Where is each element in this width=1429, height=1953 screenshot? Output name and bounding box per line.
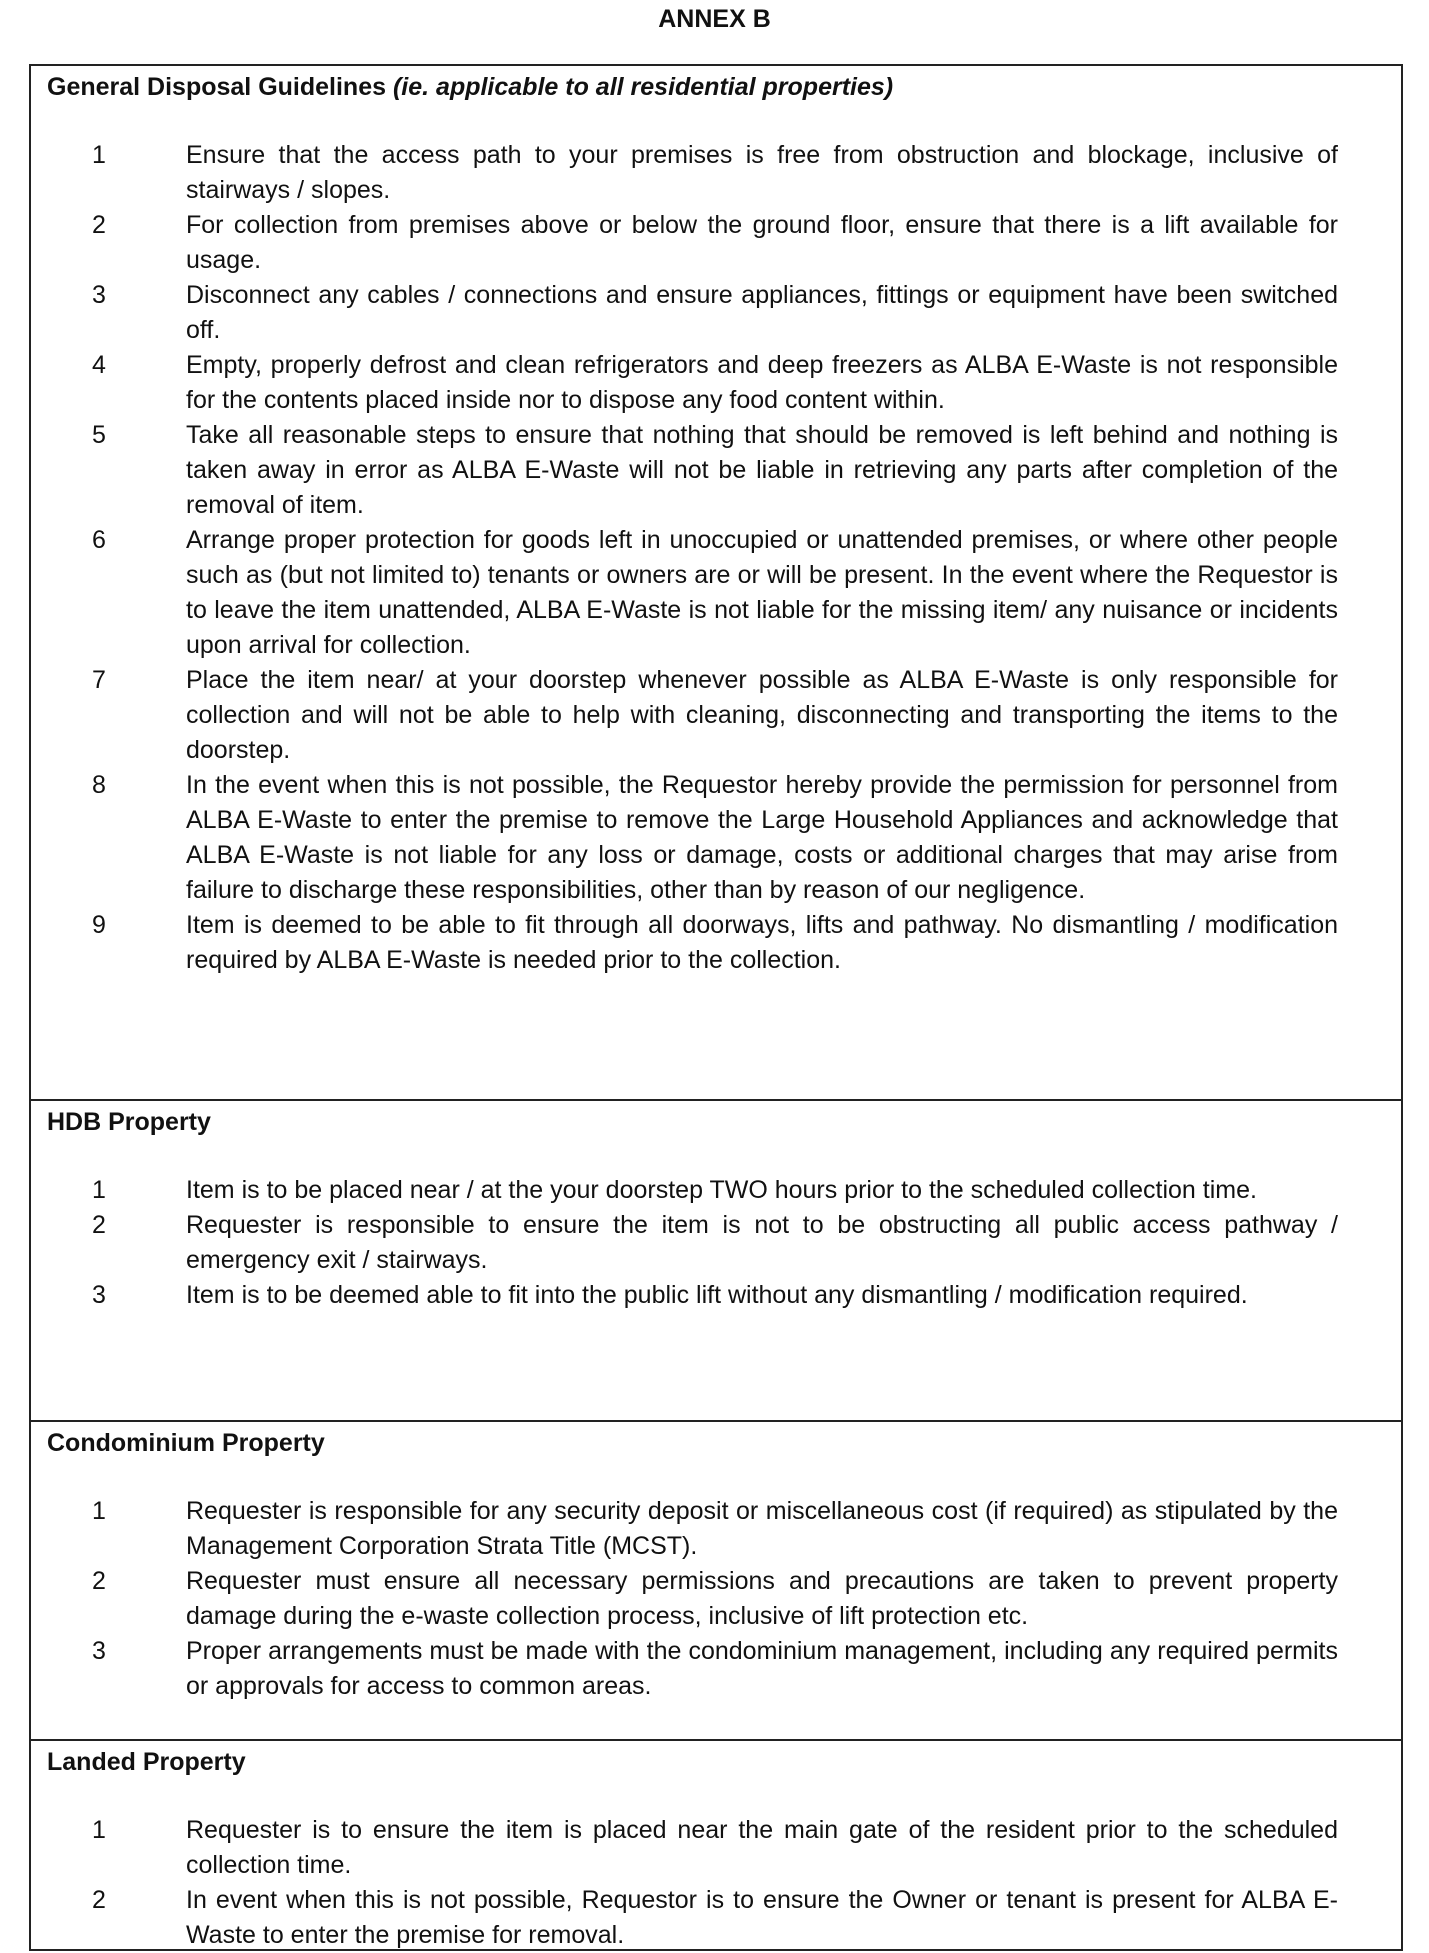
item-number: 4: [92, 351, 106, 379]
section-title-text: HDB Property: [47, 1108, 211, 1136]
item-text: Take all reasonable steps to ensure that nothing that should be removed is left behind and nothing is taken away in error as ALBA E-Waste will not be liable in retrieving any parts after completion of the removal of item.: [186, 421, 1338, 519]
item-text: Empty, properly defrost and clean refrigerators and deep freezers as ALBA E-Waste is not responsible for the contents placed inside nor to dispose any food content within.: [186, 351, 1338, 414]
section-hdb-property: [31, 1099, 1401, 1420]
list-item: [31, 768, 1401, 908]
section-title: [31, 1745, 1401, 1779]
section-title-text: Condominium Property: [47, 1429, 325, 1457]
item-text: For collection from premises above or below the ground floor, ensure that there is a lift available for usage.: [186, 211, 1338, 274]
item-number: 2: [92, 1567, 106, 1595]
item-text: Requester must ensure all necessary permissions and precautions are taken to prevent property damage during the e-waste collection process, inclusive of lift protection etc.: [186, 1567, 1338, 1630]
item-text: In the event when this is not possible, the Requestor hereby provide the permission for personnel from ALBA E-Waste to enter the premise to remove the Large Household Appliances and acknowledge that ALBA E-Waste is not liable for any loss or damage, costs or additional charges that may arise from failure to discharge these responsibilities, other than by reason of our negligence.: [186, 771, 1338, 904]
list-item: [31, 1813, 1401, 1883]
guidelines-table: [29, 64, 1403, 1951]
item-list: [31, 1813, 1401, 1953]
item-number: 9: [92, 911, 106, 939]
section-landed-property: [31, 1739, 1401, 1949]
item-number: 1: [92, 1816, 106, 1844]
item-number: 2: [92, 211, 106, 239]
item-number: 3: [92, 281, 106, 309]
section-condominium-property: [31, 1420, 1401, 1739]
list-item: [31, 663, 1401, 768]
list-item: [31, 1564, 1401, 1634]
item-number: 5: [92, 421, 106, 449]
list-item: [31, 138, 1401, 208]
item-number: 2: [92, 1886, 106, 1914]
item-list: [31, 1173, 1401, 1313]
item-text: Item is to be placed near / at the your doorstep TWO hours prior to the scheduled collection time.: [186, 1176, 1257, 1204]
item-text: Requester is responsible for any security deposit or miscellaneous cost (if required) as stipulated by the Management Corporation Strata Title (MCST).: [186, 1497, 1338, 1560]
list-item: [31, 1278, 1401, 1313]
list-item: [31, 1634, 1401, 1704]
item-text: In event when this is not possible, Requestor is to ensure the Owner or tenant is present for ALBA E-Waste to enter the premise for removal.: [186, 1886, 1338, 1949]
list-item: [31, 1494, 1401, 1564]
item-number: 1: [92, 141, 106, 169]
list-item: [31, 523, 1401, 663]
item-number: 7: [92, 666, 106, 694]
item-text: Item is to be deemed able to fit into the public lift without any dismantling / modification required.: [186, 1281, 1248, 1309]
item-text: Requester is to ensure the item is placed near the main gate of the resident prior to the scheduled collection time.: [186, 1816, 1338, 1879]
list-item: [31, 208, 1401, 278]
item-text: Proper arrangements must be made with the condominium management, including any required permits or approvals for access to common areas.: [186, 1637, 1338, 1700]
item-number: 3: [92, 1637, 106, 1665]
section-title: [31, 1426, 1401, 1460]
section-title: [31, 70, 1401, 104]
item-text: Place the item near/ at your doorstep whenever possible as ALBA E-Waste is only responsible for collection and will not be able to help with cleaning, disconnecting and transporting the items to the doorstep.: [186, 666, 1338, 764]
list-item: [31, 1208, 1401, 1278]
item-list: [31, 1494, 1401, 1704]
section-title: [31, 1105, 1401, 1139]
section-general-disposal: [31, 66, 1401, 1099]
list-item: [31, 348, 1401, 418]
list-item: [31, 278, 1401, 348]
section-subtitle: (ie. applicable to all residential properties): [392, 73, 894, 101]
list-item: [31, 418, 1401, 523]
item-text: Ensure that the access path to your premises is free from obstruction and blockage, inclusive of stairways / slopes.: [186, 141, 1338, 204]
item-number: 1: [92, 1176, 106, 1204]
list-item: [31, 1883, 1401, 1953]
item-text: Item is deemed to be able to fit through all doorways, lifts and pathway. No dismantling / modification required by ALBA E-Waste is needed prior to the collection.: [186, 911, 1338, 974]
item-number: 6: [92, 526, 106, 554]
item-text: Requester is responsible to ensure the item is not to be obstructing all public access pathway / emergency exit / stairways.: [186, 1211, 1338, 1274]
item-number: 3: [92, 1281, 106, 1309]
item-text: Disconnect any cables / connections and ensure appliances, fittings or equipment have been switched off.: [186, 281, 1338, 344]
section-title-text: Landed Property: [47, 1748, 246, 1776]
item-text: Arrange proper protection for goods left in unoccupied or unattended premises, or where other people such as (but not limited to) tenants or owners are or will be present. In the event where the Requestor is to leave the item unattended, ALBA E-Waste is not liable for the missing item/ any nuisance or incidents upon arrival for collection.: [186, 526, 1338, 659]
annex-title: ANNEX B: [658, 5, 771, 33]
item-number: 8: [92, 771, 106, 799]
item-number: 1: [92, 1497, 106, 1525]
list-item: [31, 1173, 1401, 1208]
item-list: [31, 138, 1401, 978]
item-number: 2: [92, 1211, 106, 1239]
section-title-text: General Disposal Guidelines: [47, 73, 387, 101]
list-item: [31, 908, 1401, 978]
